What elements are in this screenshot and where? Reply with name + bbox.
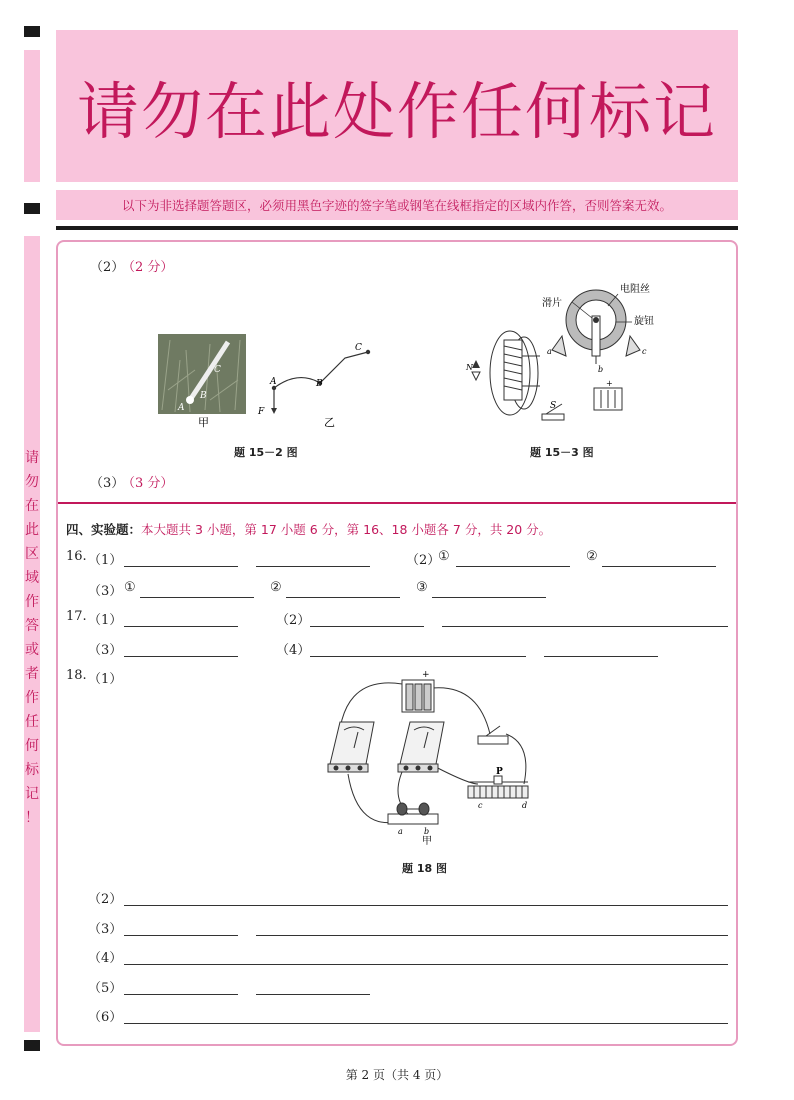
sidebar-char: 勿	[25, 474, 39, 490]
q18-part6-label: （6）	[88, 1010, 123, 1025]
heavy-rule	[56, 226, 738, 230]
rheostat-c-label: c	[642, 347, 647, 356]
fig18-slider-p: P	[496, 767, 503, 777]
fig18-label-b: b	[424, 827, 430, 836]
section-divider	[58, 502, 736, 504]
sidebar-char: 何	[25, 738, 39, 754]
sidebar-char: 者	[25, 666, 39, 682]
sidebar-char: 在	[25, 498, 39, 514]
photo-label-a: A	[178, 403, 185, 413]
q16-p3-blank-1[interactable]	[140, 597, 254, 598]
figure-15-3	[460, 278, 680, 438]
q18-p5-blank-b[interactable]	[256, 994, 370, 995]
q17-part2-label: （2）	[276, 613, 311, 628]
figure-15-2	[150, 330, 400, 460]
q16-part2-circle2: ②	[586, 549, 598, 564]
sidebar-char: 域	[25, 570, 39, 586]
q16-part3-label: （3）	[88, 584, 123, 599]
figure-18-drawing	[318, 664, 538, 846]
sidebar-char: 记	[25, 786, 39, 802]
sidebar-char: 任	[25, 714, 39, 730]
section4-title-body: 本大题共 3 小题，第 17 小题 6 分，第 16、18 小题各 7 分，共 20 分。	[141, 522, 552, 537]
q18-p4-blank[interactable]	[124, 964, 728, 965]
q17-number: 17.	[66, 609, 87, 624]
q16-p2-blank-2[interactable]	[602, 566, 716, 567]
q17-part3-label: （3）	[88, 643, 123, 658]
fig18-label-a: a	[398, 827, 403, 836]
figure-18-caption: 题 18 图	[402, 862, 447, 875]
sidebar-char: 请	[25, 450, 39, 466]
q18-p3-blank-a[interactable]	[124, 935, 238, 936]
registration-mark-top	[24, 26, 40, 37]
q16-number: 16.	[66, 549, 87, 564]
q15-part3-label: （3）	[90, 476, 125, 491]
banner-text: 请勿在此处作任何标记	[76, 74, 717, 148]
q15-part2-label: （2）	[90, 260, 125, 275]
figure-15-2-caption: 题 15－2 图	[234, 446, 298, 459]
no-mark-banner	[56, 30, 738, 182]
sidebar-char: 区	[25, 546, 39, 562]
photo-label-c: C	[214, 365, 221, 375]
q17-p3-blank[interactable]	[124, 656, 238, 657]
q17-p1-blank[interactable]	[124, 626, 238, 627]
fig18-label-c: c	[478, 801, 483, 810]
q16-part3-circle3: ③	[416, 580, 428, 595]
sidebar-warning-text	[24, 446, 40, 830]
point-a-label: A	[270, 377, 277, 387]
q17-part1-label: （1）	[88, 613, 123, 628]
q15-part2-score: （2 分）	[122, 260, 174, 275]
q17-p4-blank-a[interactable]	[310, 656, 526, 657]
q18-number: 18.	[66, 668, 87, 683]
q18-p2-blank[interactable]	[124, 905, 728, 906]
figure-15-3-drawing	[460, 278, 680, 438]
registration-mark-middle	[24, 203, 40, 214]
figure-15-3-caption: 题 15－3 图	[530, 446, 594, 459]
q16-p3-blank-2[interactable]	[286, 597, 400, 598]
rheostat-a-label: a	[547, 347, 552, 356]
sidebar-char: 此	[25, 522, 39, 538]
wire-label: 电阻丝	[620, 284, 650, 295]
battery-plus-label: +	[606, 379, 613, 388]
sidebar-char: 作	[25, 690, 39, 706]
sidebar-strip-top	[24, 50, 40, 182]
q16-p3-blank-3[interactable]	[432, 597, 546, 598]
sidebar-char: 作	[25, 594, 39, 610]
q16-p2-blank-1[interactable]	[456, 566, 570, 567]
q16-part2-circle1: ①	[438, 549, 450, 564]
switch-s-label: S	[550, 401, 557, 411]
q17-part4-label: （4）	[276, 643, 311, 658]
q17-p2-blank-b[interactable]	[442, 626, 728, 627]
notice-text: 以下为非选择题答题区，必须用黑色字迹的签字笔或钢笔在线框指定的区域内作答，否则答案无效。	[121, 198, 672, 213]
photo-caption-jia: 甲	[198, 416, 209, 429]
page-footer	[0, 1066, 794, 1083]
diagram-caption-yi: 乙	[324, 416, 335, 429]
point-b-label: B	[316, 379, 323, 389]
q18-part5-label: （5）	[88, 981, 123, 996]
figure-18	[318, 664, 538, 846]
q18-part4-label: （4）	[88, 951, 123, 966]
q16-part3-circle2: ②	[270, 580, 282, 595]
slider-label: 滑片	[542, 298, 562, 309]
grass-photo	[158, 334, 246, 414]
q16-p1-blank-a[interactable]	[124, 566, 238, 567]
fig18-label-d: d	[522, 801, 528, 810]
rheostat-b-label: b	[598, 365, 604, 374]
q16-part2-label: （2）	[406, 553, 441, 568]
fig18-battery-plus: +	[422, 670, 430, 680]
sidebar-char: ！	[25, 810, 39, 826]
q18-part1-label: （1）	[88, 672, 123, 687]
force-label: F	[258, 407, 265, 417]
compass-n-label: N	[466, 363, 473, 372]
q17-p4-blank-b[interactable]	[544, 656, 658, 657]
sidebar-char: 标	[25, 762, 39, 778]
q18-p5-blank-a[interactable]	[124, 994, 238, 995]
figure-15-2-drawing	[150, 330, 400, 460]
section4-title	[66, 520, 551, 538]
q18-p6-blank[interactable]	[124, 1023, 728, 1024]
q18-part3-label: （3）	[88, 922, 123, 937]
registration-mark-bottom	[24, 1040, 40, 1051]
q17-p2-blank-a[interactable]	[310, 626, 424, 627]
point-c-label: C	[355, 343, 362, 353]
q18-part2-label: （2）	[88, 892, 123, 907]
section4-title-prefix: 四、实验题：	[66, 522, 142, 537]
knob-label: 旋钮	[634, 316, 654, 327]
q15-part3-score: （3 分）	[122, 476, 174, 491]
q16-p1-blank-b[interactable]	[256, 566, 370, 567]
q16-part3-circle1: ①	[124, 580, 136, 595]
photo-label-b: B	[200, 391, 207, 401]
answer-area-notice	[56, 190, 738, 220]
fig18-label-jia: 甲	[422, 836, 432, 846]
sidebar-char: 答	[25, 618, 39, 634]
page-number: 第 2 页（共 4 页）	[345, 1068, 449, 1082]
q18-p3-blank-b[interactable]	[256, 935, 728, 936]
sidebar-char: 或	[25, 642, 39, 658]
q16-part1-label: （1）	[88, 553, 123, 568]
